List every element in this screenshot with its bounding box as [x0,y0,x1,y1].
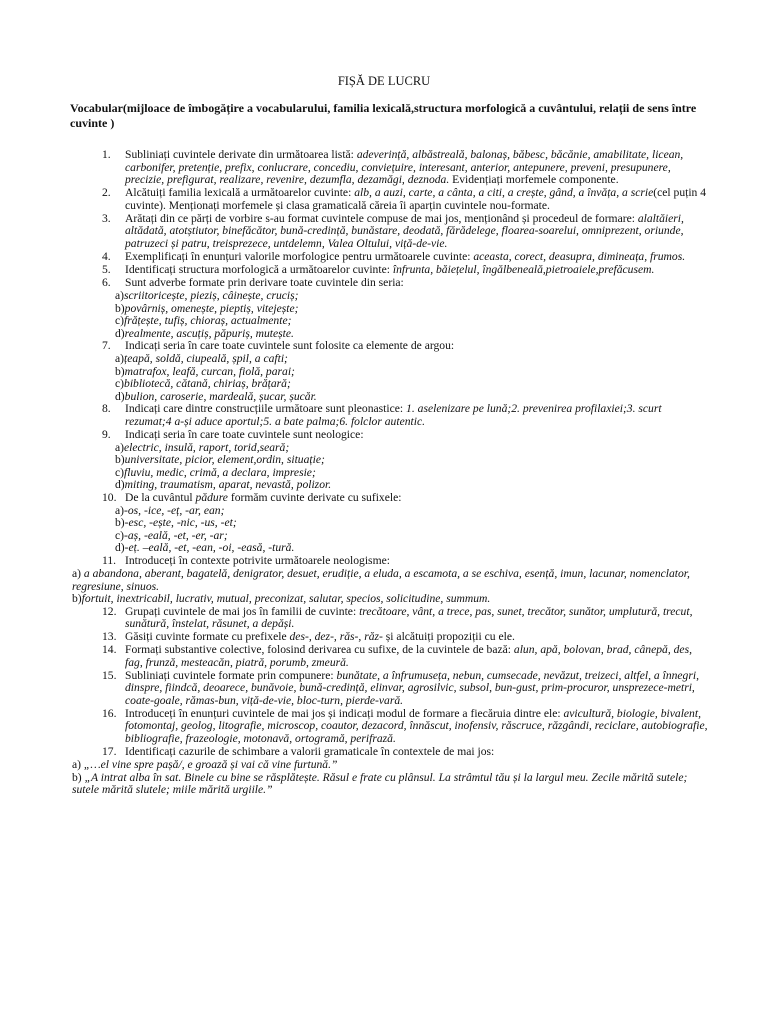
context-text: fortuit, inextricabil, lucrativ, mutual, preconizat, salutar, specios, solicitudine, summum. [81,592,491,606]
option-letter: b) [115,364,125,378]
exercise-number: 13. [102,630,117,644]
option-letter: b) [115,453,125,467]
exercise-item [0,403,768,428]
exercise-item [0,746,768,759]
option-letter: d) [115,326,125,340]
exercise-words: alaltăieri, altădată, atotștiutor, binefăcător, bună-credință, bunăstare, deodată, fărădelege, floarea-soarelui, omniprezent, oriunde, patruzeci și patru, treisprezece, untdelemn, Valea Oltului, viță-de-vie. [125,211,684,250]
option-text: matrafox, leafă, curcan, fiolă, parai; [124,364,295,378]
option-text: scriitoricește, pieziș, câinește, cruciș; [124,289,299,303]
exercise-item [0,429,768,442]
exercise-item [0,213,768,251]
exercise-instruction: De la cuvântul [125,490,196,504]
exercise-item [0,631,768,644]
context-letter: a) [72,567,84,581]
exercise-words: pădure [195,490,228,504]
exercise-instruction: Subliniați cuvintele derivate din următoarea listă: [125,148,357,161]
context-letter: b) [72,770,85,784]
exercise-item [0,708,768,746]
exercise-instruction: Indicați care dintre construcțiile următoare sunt pleonastice: [125,402,407,416]
exercise-item [0,492,768,505]
option-text: -os, -ice, -eț, -ar, ean; [124,503,225,517]
option-text: -aș, -eală, -et, -er, -ar; [124,528,228,542]
exercise-instruction: Indicați seria în care toate cuvintele sunt neologice: [125,427,364,441]
option-text: frățește, tufiș, chioraș, actualmente; [124,314,292,328]
exercise-words: înfrunta, băiețelul, îngălbeneală,pietroaiele,prefăcusem. [392,262,655,276]
exercise-number: 16. [102,706,117,720]
exercise-instruction: Alcătuiți familia lexicală a următoarelor cuvinte: [125,186,355,200]
exercise-number: 8. [102,402,111,416]
exercise-item [0,264,768,277]
exercise-words: des-, dez-, răs-, răz- [289,630,383,644]
option-letter: d) [115,478,125,492]
exercise-words: 1. aselenizare pe lună;2. prevenirea profilaxiei;3. scurt rezumat;4 a-și aduce aportul;5. a bate palma;6. folclor autentic. [125,402,662,428]
exercise-number: 1. [102,148,111,161]
exercise-number: 10. [102,490,117,504]
exercise-item [0,644,768,669]
exercise-number: 9. [102,427,111,441]
context-text: „…el vine spre pașă/, e groază și vai că vine furtună.” [83,758,338,772]
option-letter: c) [115,528,125,542]
option-letter: d) [115,541,125,555]
exercise-instruction: Identificați cazurile de schimbare a valorii gramaticale în contextele de mai jos: [125,745,495,758]
exercise-words: trecătoare, vânt, a trece, pas, sunet, trecător, sunător, umplutură, trecut, sunătură, înstelat, răsunet, a depăși. [125,604,693,631]
exercise-instruction-tail: formăm cuvinte derivate cu sufixele: [227,490,402,504]
option-text: bibliotecă, cătană, chiriaș, brățară; [124,377,291,391]
option-text: -esc, -ește, -nic, -us, -et; [124,516,237,530]
exercise-context [0,772,768,797]
exercise-instruction: Introduceți în enunțuri cuvintele de mai jos și indicați modul de formare a fiecăruia dintre ele: [125,706,564,720]
exercise-number: 3. [102,211,111,225]
option-letter: a) [115,352,125,366]
option-text: țeapă, soldă, ciupeală, șpil, a cafti; [124,352,288,366]
option-text: fluviu, medic, crimă, a declara, impresie; [124,465,316,479]
context-text: „A intrat alba în sat. Binele cu bine se răsplătește. Răsul e frate cu plânsul. La strâmtul tău și la largul meu. Zecile mărită sutele; sutele mărită slutele; miile mărită urgiile.” [72,770,688,797]
exercise-number: 6. [102,275,111,289]
exercise-context [0,568,768,593]
exercise-number: 7. [102,339,111,353]
exercise-item [0,277,768,290]
exercise-item [0,251,768,264]
exercise-item [0,187,768,212]
exercise-instruction: Găsiți cuvinte formate cu prefixele [125,630,290,644]
exercise-number: 5. [102,262,111,276]
exercise-instruction-tail: (cel puțin 4 cuvinte). Menționați morfemele și clasa gramaticală căreia îi aparțin cuvintele nou-formate. [125,186,707,212]
exercise-words: alun, apă, bolovan, brad, cânepă, des, fag, frunză, mesteacăn, piatră, porumb, zmeură. [125,643,692,669]
exercise-instruction: Subliniați cuvintele formate prin compunere: [125,668,337,682]
context-letter: a) [72,758,84,772]
option-letter: c) [115,377,125,391]
exercise-instruction: Formați substantive colective, folosind derivarea cu sufixe, de la cuvintele de bază: [125,643,514,657]
option-text: realmente, ascuțiș, păpuriș, mutește. [124,326,294,340]
exercise-words: alb, a auzi, carte, a cânta, a citi, a crește, gând, a învăța, a scrie [354,186,654,200]
exercise-number: 15. [102,668,117,682]
exercise-item [0,555,768,568]
exercise-instruction: Arătați din ce părți de vorbire s-au format cuvintele compuse de mai jos, menționând și procedeul de formare: [125,211,638,225]
exercise-words: avicultură, biologie, bivalent, fotomontaj, geolog, litografie, microscop, coautor, dezacord, înnăscut, inofensiv, răscruce, răzgândi, reciclare, autobiografie, bibliografie, frazeologie, motonavă, ortogramă, perifrază. [125,706,708,745]
exercise-instruction: Introduceți în contexte potrivite următoarele neologisme: [125,553,390,567]
exercise-words: aceasta, corect, deasupra, dimineața, frumos. [473,249,686,263]
context-letter: b) [72,592,82,606]
option-letter: b) [115,301,125,315]
document-title: FIȘĂ DE LUCRU [337,74,431,88]
option-text: bulion, caroserie, mardeală, șucar, șucăr. [124,389,317,403]
option-letter: c) [115,465,125,479]
option-letter: b) [115,516,125,530]
exercise-instruction-tail: și alcătuiți propoziții cu ele. [382,630,515,644]
exercise-instruction: Grupați cuvintele de mai jos în familii de cuvinte: [125,604,360,618]
exercise-instruction: Identificați structura morfologică a următoarelor cuvinte: [125,262,393,276]
exercise-list [0,149,768,797]
option-text: -eț. –eală, -et, -ean, -oi, -easă, -tură. [124,541,295,555]
option-letter: a) [115,440,125,454]
exercise-instruction: Sunt adverbe formate prin derivare toate cuvintele din seria: [125,275,404,289]
exercise-item [0,149,768,187]
option-text: electric, insulă, raport, torid,seară; [124,440,290,454]
exercise-number: 12. [102,604,117,618]
context-text: a abandona, aberant, bagatelă, denigrator, desuet, erudiție, a eluda, a escamota, a se eschiva, esență, imun, lacunar, nomenclator, regresiune, sinuos. [72,567,690,593]
exercise-words: adeverință, albăstreală, balonaș, băbesc, băcănie, amabilitate, licean, carbonifer, pretenție, prefix, conlucrare, concediu, conviețuire, interesant, anterior, antepunere, preveni, presupunere, precizie, prefigurat, realizare, revenire, dezumfla, dezamăgi, deznoda. [125,148,684,186]
option-text: miting, traumatism, aparat, nevastă, polizor. [124,478,332,492]
exercise-item [0,670,768,708]
option-letter: c) [115,314,125,328]
document-subtitle: Vocabular(mijloace de îmbogățire a vocabularului, familia lexicală,structura morfologică a cuvântului, relații de sens între cuvinte ) [70,101,697,130]
exercise-number: 4. [102,249,111,263]
exercise-item [0,340,768,353]
exercise-words: bunătate, a înfrumuseța, nebun, cumsecade, nevăzut, treizeci, altfel, a înnegri, dinspre, fiindcă, deoarece, bunăvoie, bună-credință, elinvar, agrosilvic, subsol, bun-gust, prim-procuror, unsprezece-metri, coate-goale, rămas-bun, viță-de-vie, bloc-turn, pierde-vară. [125,668,699,707]
exercise-instruction: Indicați seria în care toate cuvintele sunt folosite ca elemente de argou: [125,339,455,353]
option-letter: a) [115,289,125,303]
exercise-instruction-tail: Evidențiați morfemele componente. [449,173,619,186]
option-letter: a) [115,503,125,517]
exercise-item [0,606,768,631]
exercise-number: 17. [102,745,117,758]
exercise-number: 14. [102,643,117,657]
option-letter: d) [115,389,125,403]
exercise-number: 2. [102,186,111,200]
exercise-number: 11. [102,553,117,567]
option-text: povârniș, omenește, pieptiș, vitejește; [124,301,299,315]
option-text: universitate, picior, element,ordin, situație; [124,453,325,467]
exercise-instruction: Exemplificați în enunțuri valorile morfologice pentru următoarele cuvinte: [125,249,474,263]
